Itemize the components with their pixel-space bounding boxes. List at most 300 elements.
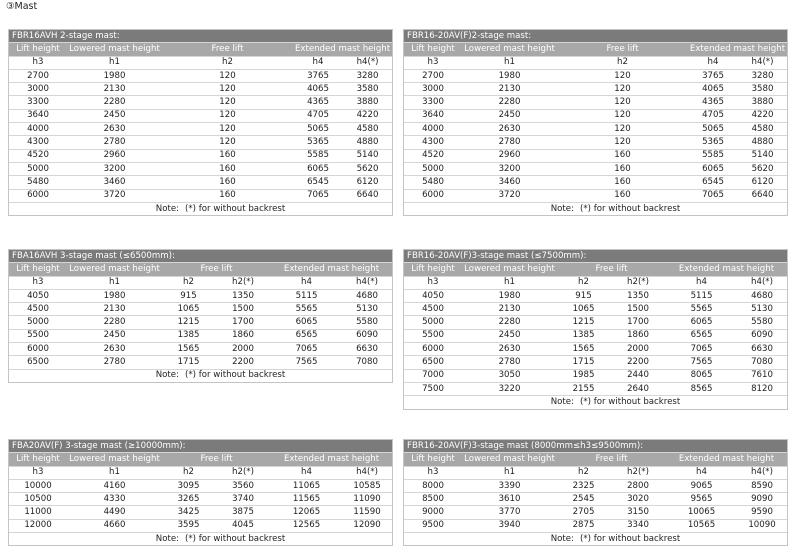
table-cell: 2155 bbox=[557, 382, 610, 395]
unit-label: h4 bbox=[666, 276, 737, 289]
table-cell: 3150 bbox=[610, 506, 666, 519]
table-cell: 1350 bbox=[610, 289, 666, 302]
table-note-row bbox=[404, 202, 787, 215]
table-cell: 1350 bbox=[215, 289, 271, 302]
table-cell: 6545 bbox=[688, 176, 738, 189]
table-cell: 3595 bbox=[162, 519, 215, 532]
table-title-row bbox=[9, 440, 392, 453]
table-cell: 4045 bbox=[215, 519, 271, 532]
table-cell: 4705 bbox=[688, 109, 738, 122]
table-row bbox=[9, 109, 392, 122]
table-cell: 7065 bbox=[271, 343, 342, 356]
table-row bbox=[9, 69, 392, 82]
table-cell: 6630 bbox=[737, 343, 787, 356]
table-cell: 11565 bbox=[271, 493, 342, 506]
table-cell: 1980 bbox=[67, 289, 162, 302]
mast-spec-table bbox=[404, 440, 787, 545]
header-lift-height: Lift height bbox=[9, 43, 67, 56]
table-cell: 3300 bbox=[404, 96, 462, 109]
table-cell: 2450 bbox=[67, 329, 162, 342]
mast-spec-table bbox=[9, 30, 392, 215]
table-cell: 4880 bbox=[343, 136, 392, 149]
table-cell: 1065 bbox=[162, 303, 215, 316]
table-cell: 5500 bbox=[404, 329, 462, 342]
table-cell: 4580 bbox=[738, 123, 787, 136]
header-extended-mast-height: Extended mast height bbox=[666, 453, 787, 466]
table-header-row bbox=[404, 453, 787, 466]
table-title: FBA20AV(F) 3-stage mast (≥10000mm): bbox=[9, 440, 392, 453]
table-unit-row bbox=[404, 56, 787, 69]
table-cell: 3580 bbox=[738, 83, 787, 96]
table-cell: 6065 bbox=[688, 162, 738, 175]
table-cell: 2130 bbox=[67, 83, 162, 96]
note-label: Note: bbox=[550, 203, 574, 214]
table-cell: 5065 bbox=[293, 123, 343, 136]
table-cell: 6640 bbox=[343, 189, 392, 202]
table-cell: 9000 bbox=[404, 506, 462, 519]
table-cell: 2780 bbox=[462, 356, 557, 369]
unit-label: h2 bbox=[162, 276, 215, 289]
table-cell: 3300 bbox=[9, 96, 67, 109]
table-cell: 7565 bbox=[271, 356, 342, 369]
table-cell: 4660 bbox=[67, 519, 162, 532]
table-cell: 12090 bbox=[342, 519, 392, 532]
mast-table-fbr16-20avf-2stage bbox=[403, 29, 788, 216]
table-cell: 3280 bbox=[738, 69, 787, 82]
table-row bbox=[404, 83, 787, 96]
table-cell: 5140 bbox=[738, 149, 787, 162]
table-cell: 4300 bbox=[9, 136, 67, 149]
table-row bbox=[404, 316, 787, 329]
table-row bbox=[404, 382, 787, 395]
header-lowered-mast-height: Lowered mast height bbox=[462, 453, 557, 466]
unit-label: h4 bbox=[666, 466, 737, 479]
table-cell: 2780 bbox=[462, 136, 557, 149]
table-row bbox=[9, 303, 392, 316]
table-cell: 120 bbox=[162, 96, 293, 109]
table-cell: 160 bbox=[162, 149, 293, 162]
table-cell: 120 bbox=[557, 123, 688, 136]
table-cell: 2130 bbox=[462, 83, 557, 96]
table-note bbox=[9, 202, 392, 215]
table-row bbox=[404, 136, 787, 149]
mast-spec-table bbox=[9, 250, 392, 382]
unit-label: h4(*) bbox=[343, 56, 392, 69]
table-cell: 10500 bbox=[9, 493, 67, 506]
table-cell: 120 bbox=[557, 83, 688, 96]
table-row bbox=[404, 149, 787, 162]
table-cell: 4500 bbox=[9, 303, 67, 316]
table-row bbox=[404, 289, 787, 302]
table-cell: 120 bbox=[557, 69, 688, 82]
table-cell: 1215 bbox=[557, 316, 610, 329]
table-cell: 6090 bbox=[342, 329, 392, 342]
table-cell: 5500 bbox=[9, 329, 67, 342]
table-cell: 6065 bbox=[666, 316, 737, 329]
table-cell: 4500 bbox=[404, 303, 462, 316]
table-cell: 6065 bbox=[293, 162, 343, 175]
table-cell: 1215 bbox=[162, 316, 215, 329]
table-row bbox=[404, 343, 787, 356]
table-header-row bbox=[9, 43, 392, 56]
table-row bbox=[9, 83, 392, 96]
mast-table-fba20avf-3stage bbox=[8, 439, 393, 546]
header-free-lift: Free lift bbox=[557, 263, 666, 276]
table-cell: 1980 bbox=[462, 69, 557, 82]
table-header-row bbox=[9, 263, 392, 276]
table-cell: 5565 bbox=[666, 303, 737, 316]
table-cell: 11065 bbox=[271, 479, 342, 492]
table-row bbox=[404, 69, 787, 82]
table-title: FBA16AVH 3-stage mast (≤6500mm): bbox=[9, 250, 392, 263]
table-cell: 2875 bbox=[557, 519, 610, 532]
unit-label: h4(*) bbox=[342, 276, 392, 289]
table-cell: 2280 bbox=[462, 316, 557, 329]
note-text: (*) for without backrest bbox=[185, 203, 286, 214]
table-cell: 7065 bbox=[666, 343, 737, 356]
table-cell: 3390 bbox=[462, 479, 557, 492]
table-row bbox=[9, 329, 392, 342]
note-label: Note: bbox=[155, 370, 179, 381]
table-cell: 10090 bbox=[737, 519, 787, 532]
table-cell: 1860 bbox=[215, 329, 271, 342]
table-cell: 1385 bbox=[557, 329, 610, 342]
table-cell: 4580 bbox=[343, 123, 392, 136]
table-cell: 3875 bbox=[215, 506, 271, 519]
unit-label: h2 bbox=[557, 466, 610, 479]
mast-spec-table bbox=[404, 250, 787, 409]
table-title: FBR16-20AV(F)2-stage mast: bbox=[404, 30, 787, 43]
table-row bbox=[9, 289, 392, 302]
note-text: (*) for without backrest bbox=[580, 533, 681, 544]
table-cell: 1985 bbox=[557, 369, 610, 382]
table-cell: 8065 bbox=[666, 369, 737, 382]
table-cell: 2280 bbox=[462, 96, 557, 109]
table-cell: 2450 bbox=[462, 329, 557, 342]
table-cell: 9090 bbox=[737, 493, 787, 506]
table-cell: 8565 bbox=[666, 382, 737, 395]
table-cell: 2800 bbox=[610, 479, 666, 492]
table-cell: 160 bbox=[557, 176, 688, 189]
table-cell: 5065 bbox=[688, 123, 738, 136]
table-cell: 5000 bbox=[9, 316, 67, 329]
table-row bbox=[404, 493, 787, 506]
table-title-row bbox=[404, 440, 787, 453]
unit-label: h3 bbox=[9, 56, 67, 69]
table-cell: 4490 bbox=[67, 506, 162, 519]
table-cell: 2960 bbox=[462, 149, 557, 162]
unit-label: h1 bbox=[67, 466, 162, 479]
table-cell: 6000 bbox=[9, 343, 67, 356]
table-cell: 11090 bbox=[342, 493, 392, 506]
table-cell: 3020 bbox=[610, 493, 666, 506]
table-cell: 4705 bbox=[293, 109, 343, 122]
table-cell: 2700 bbox=[404, 69, 462, 82]
table-cell: 3200 bbox=[462, 162, 557, 175]
table-cell: 4160 bbox=[67, 479, 162, 492]
table-row bbox=[404, 123, 787, 136]
table-cell: 2450 bbox=[462, 109, 557, 122]
table-cell: 9590 bbox=[737, 506, 787, 519]
header-lowered-mast-height: Lowered mast height bbox=[67, 263, 162, 276]
table-cell: 7565 bbox=[666, 356, 737, 369]
header-free-lift: Free lift bbox=[557, 43, 688, 56]
table-cell: 915 bbox=[162, 289, 215, 302]
table-cell: 3640 bbox=[404, 109, 462, 122]
table-cell: 2280 bbox=[67, 96, 162, 109]
table-cell: 2130 bbox=[462, 303, 557, 316]
unit-label: h1 bbox=[462, 466, 557, 479]
note-label: Note: bbox=[155, 533, 180, 544]
table-cell: 3000 bbox=[404, 83, 462, 96]
table-cell: 2000 bbox=[610, 343, 666, 356]
table-cell: 3765 bbox=[293, 69, 343, 82]
note-label: Note: bbox=[155, 203, 180, 214]
table-cell: 3720 bbox=[67, 189, 162, 202]
unit-label: h2(*) bbox=[215, 466, 271, 479]
table-cell: 3880 bbox=[343, 96, 392, 109]
table-cell: 5365 bbox=[688, 136, 738, 149]
table-cell: 3340 bbox=[610, 519, 666, 532]
table-title-row bbox=[404, 250, 787, 263]
table-cell: 5620 bbox=[738, 162, 787, 175]
table-cell: 8500 bbox=[404, 493, 462, 506]
table-cell: 6120 bbox=[738, 176, 787, 189]
table-cell: 3280 bbox=[343, 69, 392, 82]
table-cell: 1065 bbox=[557, 303, 610, 316]
table-cell: 3940 bbox=[462, 519, 557, 532]
table-cell: 6120 bbox=[343, 176, 392, 189]
table-cell: 120 bbox=[162, 109, 293, 122]
table-title: FBR16AVH 2-stage mast: bbox=[9, 30, 392, 43]
table-cell: 6640 bbox=[738, 189, 787, 202]
table-cell: 5000 bbox=[404, 316, 462, 329]
table-cell: 2280 bbox=[67, 316, 162, 329]
table-cell: 3095 bbox=[162, 479, 215, 492]
header-lowered-mast-height: Lowered mast height bbox=[67, 43, 162, 56]
unit-label: h4 bbox=[271, 276, 342, 289]
table-note bbox=[404, 533, 787, 546]
table-cell: 4050 bbox=[404, 289, 462, 302]
table-header-row bbox=[404, 43, 787, 56]
table-row bbox=[404, 96, 787, 109]
table-cell: 7610 bbox=[737, 369, 787, 382]
header-free-lift: Free lift bbox=[162, 263, 271, 276]
unit-label: h4 bbox=[688, 56, 738, 69]
table-row bbox=[404, 109, 787, 122]
mast-spec-table bbox=[404, 30, 787, 215]
header-free-lift: Free lift bbox=[557, 453, 666, 466]
table-row bbox=[9, 316, 392, 329]
table-cell: 1385 bbox=[162, 329, 215, 342]
table-note bbox=[404, 396, 787, 409]
unit-label: h2 bbox=[557, 276, 610, 289]
header-extended-mast-height: Extended mast height bbox=[271, 263, 392, 276]
table-cell: 5140 bbox=[343, 149, 392, 162]
table-cell: 6065 bbox=[271, 316, 342, 329]
table-cell: 2325 bbox=[557, 479, 610, 492]
table-cell: 6500 bbox=[9, 356, 67, 369]
table-cell: 5480 bbox=[9, 176, 67, 189]
header-lift-height: Lift height bbox=[404, 263, 462, 276]
table-cell: 5115 bbox=[271, 289, 342, 302]
table-cell: 4680 bbox=[737, 289, 787, 302]
table-cell: 8590 bbox=[737, 479, 787, 492]
unit-label: h2 bbox=[557, 56, 688, 69]
table-cell: 3740 bbox=[215, 493, 271, 506]
table-row bbox=[9, 123, 392, 136]
table-cell: 6545 bbox=[293, 176, 343, 189]
table-row bbox=[404, 479, 787, 492]
table-title-row bbox=[9, 250, 392, 263]
table-cell: 6630 bbox=[342, 343, 392, 356]
table-cell: 2780 bbox=[67, 136, 162, 149]
table-cell: 2960 bbox=[67, 149, 162, 162]
unit-label: h3 bbox=[404, 276, 462, 289]
table-cell: 12065 bbox=[271, 506, 342, 519]
unit-label: h4(*) bbox=[737, 466, 787, 479]
table-cell: 6565 bbox=[271, 329, 342, 342]
table-cell: 8120 bbox=[737, 382, 787, 395]
header-extended-mast-height: Extended mast height bbox=[666, 263, 787, 276]
header-extended-mast-height: Extended mast height bbox=[293, 43, 392, 56]
unit-label: h2(*) bbox=[610, 466, 666, 479]
unit-label: h1 bbox=[462, 56, 557, 69]
table-cell: 4330 bbox=[67, 493, 162, 506]
table-cell: 2200 bbox=[215, 356, 271, 369]
unit-label: h1 bbox=[67, 276, 162, 289]
table-cell: 120 bbox=[162, 123, 293, 136]
table-row bbox=[9, 519, 392, 532]
table-cell: 3720 bbox=[462, 189, 557, 202]
table-cell: 5480 bbox=[404, 176, 462, 189]
table-cell: 5620 bbox=[343, 162, 392, 175]
table-cell: 160 bbox=[557, 162, 688, 175]
note-text: (*) for without backrest bbox=[185, 533, 286, 544]
table-cell: 5580 bbox=[737, 316, 787, 329]
table-cell: 4365 bbox=[688, 96, 738, 109]
table-cell: 5580 bbox=[342, 316, 392, 329]
mast-table-fbr16avh-2stage bbox=[8, 29, 393, 216]
table-cell: 3460 bbox=[462, 176, 557, 189]
table-cell: 5365 bbox=[293, 136, 343, 149]
table-cell: 3200 bbox=[67, 162, 162, 175]
table-cell: 3460 bbox=[67, 176, 162, 189]
header-free-lift: Free lift bbox=[162, 43, 293, 56]
table-row bbox=[404, 356, 787, 369]
table-unit-row bbox=[9, 466, 392, 479]
table-cell: 2440 bbox=[610, 369, 666, 382]
table-cell: 2200 bbox=[610, 356, 666, 369]
table-cell: 160 bbox=[162, 162, 293, 175]
table-row bbox=[404, 189, 787, 202]
table-cell: 6565 bbox=[666, 329, 737, 342]
unit-label: h2(*) bbox=[215, 276, 271, 289]
table-cell: 2000 bbox=[215, 343, 271, 356]
table-cell: 7000 bbox=[404, 369, 462, 382]
table-title-row bbox=[9, 30, 392, 43]
table-cell: 7065 bbox=[688, 189, 738, 202]
table-row bbox=[9, 343, 392, 356]
unit-label: h4(*) bbox=[342, 466, 392, 479]
table-row bbox=[9, 189, 392, 202]
table-cell: 6090 bbox=[737, 329, 787, 342]
table-cell: 5000 bbox=[9, 162, 67, 175]
table-cell: 3580 bbox=[343, 83, 392, 96]
table-cell: 4065 bbox=[293, 83, 343, 96]
table-cell: 1860 bbox=[610, 329, 666, 342]
table-cell: 3220 bbox=[462, 382, 557, 395]
table-row bbox=[9, 149, 392, 162]
table-cell: 9065 bbox=[666, 479, 737, 492]
table-cell: 120 bbox=[162, 69, 293, 82]
table-cell: 1565 bbox=[557, 343, 610, 356]
table-cell: 11590 bbox=[342, 506, 392, 519]
mast-spec-table bbox=[9, 440, 392, 545]
table-cell: 2450 bbox=[67, 109, 162, 122]
header-lowered-mast-height: Lowered mast height bbox=[462, 43, 557, 56]
table-unit-row bbox=[9, 56, 392, 69]
table-row bbox=[9, 96, 392, 109]
table-unit-row bbox=[9, 276, 392, 289]
table-cell: 6000 bbox=[9, 189, 67, 202]
table-cell: 4300 bbox=[404, 136, 462, 149]
unit-label: h4 bbox=[293, 56, 343, 69]
table-cell: 160 bbox=[557, 149, 688, 162]
table-unit-row bbox=[404, 466, 787, 479]
table-row bbox=[9, 479, 392, 492]
header-lift-height: Lift height bbox=[9, 453, 67, 466]
table-cell: 1980 bbox=[67, 69, 162, 82]
unit-label: h2(*) bbox=[610, 276, 666, 289]
unit-label: h4 bbox=[271, 466, 342, 479]
table-cell: 6000 bbox=[404, 189, 462, 202]
table-cell: 4065 bbox=[688, 83, 738, 96]
table-note-row bbox=[9, 369, 392, 382]
table-header-row bbox=[9, 453, 392, 466]
unit-label: h3 bbox=[404, 56, 462, 69]
table-cell: 7065 bbox=[293, 189, 343, 202]
note-label: Note: bbox=[550, 533, 574, 544]
table-cell: 5585 bbox=[293, 149, 343, 162]
header-lowered-mast-height: Lowered mast height bbox=[67, 453, 162, 466]
header-lift-height: Lift height bbox=[404, 453, 462, 466]
table-cell: 12000 bbox=[9, 519, 67, 532]
table-note-row bbox=[9, 202, 392, 215]
table-cell: 3610 bbox=[462, 493, 557, 506]
table-title-row bbox=[404, 30, 787, 43]
table-cell: 10585 bbox=[342, 479, 392, 492]
table-cell: 120 bbox=[162, 136, 293, 149]
table-cell: 1715 bbox=[557, 356, 610, 369]
header-free-lift: Free lift bbox=[162, 453, 271, 466]
table-row bbox=[404, 369, 787, 382]
note-text: (*) for without backrest bbox=[185, 370, 286, 381]
table-cell: 11000 bbox=[9, 506, 67, 519]
unit-label: h1 bbox=[67, 56, 162, 69]
table-cell: 5115 bbox=[666, 289, 737, 302]
unit-label: h2 bbox=[162, 466, 215, 479]
mast-table-fbr16-20avf-3stage-9500 bbox=[403, 439, 788, 546]
table-cell: 2705 bbox=[557, 506, 610, 519]
unit-label: h3 bbox=[9, 466, 67, 479]
table-cell: 1565 bbox=[162, 343, 215, 356]
table-cell: 160 bbox=[557, 189, 688, 202]
header-extended-mast-height: Extended mast height bbox=[271, 453, 392, 466]
table-cell: 1700 bbox=[215, 316, 271, 329]
table-cell: 120 bbox=[557, 109, 688, 122]
table-note bbox=[404, 202, 787, 215]
